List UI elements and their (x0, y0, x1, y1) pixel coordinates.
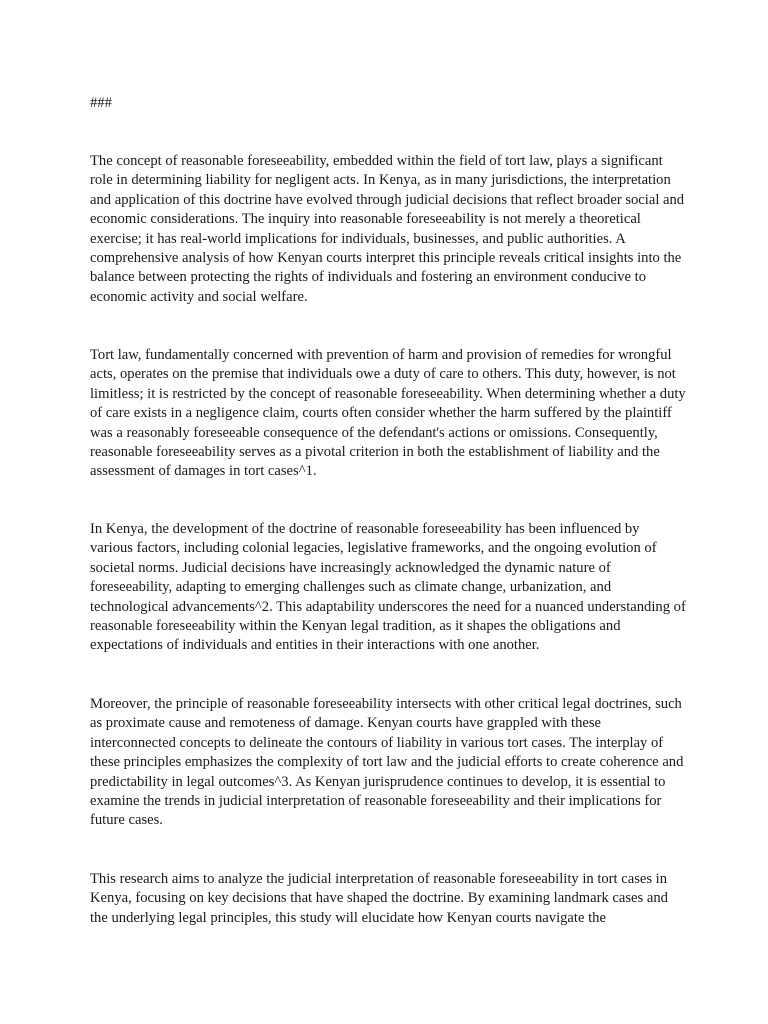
paragraph-foreseeability-concept: The concept of reasonable foreseeability, embedded within the field of tort law, plays a significant role in determining liability for negligent acts. In Kenya, as in many jurisdictions, the interpretation and application of this doctrine have evolved through judicial decisions that reflect broader social and economic considerations. The inquiry into reasonable foreseeability is not merely a theoretical exercise; it has real-world implications for individuals, businesses, and public authorities. A comprehensive analysis of how Kenyan courts interpret this principle reveals critical insights into the balance between protecting the rights of individuals and fostering an environment conducive to economic activity and social welfare. (90, 153, 685, 305)
paragraph-kenya-development: In Kenya, the development of the doctrine of reasonable foreseeability has been influenced by various factors, including colonial legacies, legislative frameworks, and the ongoing evolution of societal norms. Judicial decisions have increasingly acknowledged the dynamic nature of foreseeability, adapting to emerging challenges such as climate change, urbanization, and technological advancements^2. This adaptability underscores the need for a nuanced understanding of reasonable foreseeability within the Kenyan legal tradition, as it shapes the obligations and expectations of individuals and entities in their interactions with one another. (90, 521, 686, 654)
paragraph-research-aim: This research aims to analyze the judicial interpretation of reasonable foreseeability in tort cases in Kenya, focusing on key decisions that have shaped the doctrine. By examining landmark cases and the underlying legal principles, this study will elucidate how Kenyan courts navigate the (90, 871, 668, 926)
paragraph-related-doctrines: Moreover, the principle of reasonable foreseeability intersects with other critical legal doctrines, such as proximate cause and remoteness of damage. Kenyan courts have grappled with these interconnected concepts to delineate the contours of liability in various tort cases. The interplay of these principles emphasizes the complexity of tort law and the judicial efforts to create coherence and predictability in legal outcomes^3. As Kenyan jurisprudence continues to develop, it is essential to examine the trends in judicial interpretation of reasonable foreseeability and their implications for future cases. (90, 696, 684, 829)
paragraph-tort-law-duty: Tort law, fundamentally concerned with prevention of harm and provision of remedies for wrongful acts, operates on the premise that individuals owe a duty of care to others. This duty, however, is not limitless; it is restricted by the concept of reasonable foreseeability. When determining whether a duty of care exists in a negligence claim, courts often consider whether the harm suffered by the plaintiff was a reasonably foreseeable consequence of the defendant's actions or omissions. Consequently, reasonable foreseeability serves as a pivotal criterion in both the establishment of liability and the assessment of damages in tort cases^1. (90, 347, 686, 480)
section-heading-marker: ### (90, 95, 112, 111)
